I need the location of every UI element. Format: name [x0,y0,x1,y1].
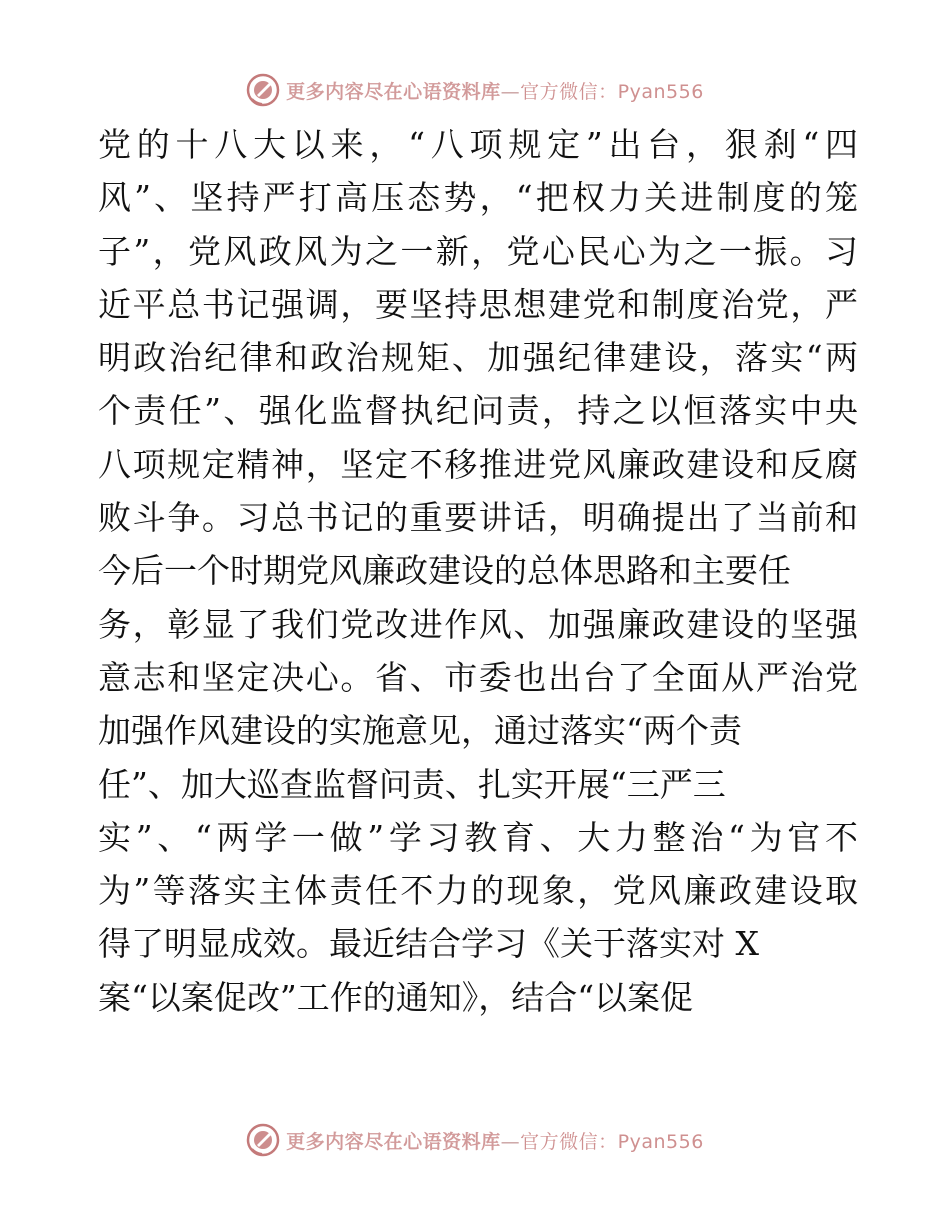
watermark-dash: — [500,1130,521,1153]
watermark-main: 更多内容尽在心语资料库 [286,1130,501,1153]
body-line: 案“以案促改”工作的通知》，结合“以案促 [98,977,694,1017]
body-line: 近平总书记强调，要坚持思想建党和制度治党，严 [98,284,858,324]
watermark-text [286,77,704,104]
logo-icon [246,73,280,107]
watermark-text [286,1127,704,1154]
body-line: 今后一个时期党风廉政建设的总体思路和主要任 [98,551,791,591]
body-line: 风”、坚持严打高压态势，“把权力关进制度的笼 [98,178,858,218]
body-line: 实”、“两学一做”学习教育、大力整治“为官不 [98,817,858,857]
watermark-dash: — [500,80,521,103]
body-line: 任”、加大巡查监督问责、扎实开展“三严三 [98,764,726,804]
body-line: 意志和坚定决心。省、市委也出台了全面从严治党 [98,657,858,697]
body-line: 得了明显成效。最近结合学习《关于落实对 X [98,924,759,964]
body-line: 为”等落实主体责任不力的现象，党风廉政建设取 [98,871,858,911]
watermark-contact: 官方微信：Pyan556 [520,80,704,103]
watermark-contact: 官方微信：Pyan556 [520,1130,704,1153]
document-body [98,118,858,1024]
body-line: 党的十八大以来，“八项规定”出台，狠刹“四 [98,125,858,164]
body-line: 务，彰显了我们党改进作风、加强廉政建设的坚强 [98,604,858,644]
body-line: 加强作风建设的实施意见，通过落实“两个责 [98,711,742,751]
logo-icon [246,1123,280,1157]
footer-watermark [0,1120,950,1160]
body-line: 子”，党风政风为之一新，党心民心为之一振。习 [98,231,858,271]
body-line: 个责任”、强化监督执纪问责，持之以恒落实中央 [98,391,858,431]
body-line: 八项规定精神，坚定不移推进党风廉政建设和反腐 [98,444,858,484]
watermark-main: 更多内容尽在心语资料库 [286,80,501,103]
body-line: 败斗争。习总书记的重要讲话，明确提出了当前和 [98,498,858,538]
header-watermark [0,70,950,110]
body-line: 明政治纪律和政治规矩、加强纪律建设，落实“两 [98,338,858,378]
